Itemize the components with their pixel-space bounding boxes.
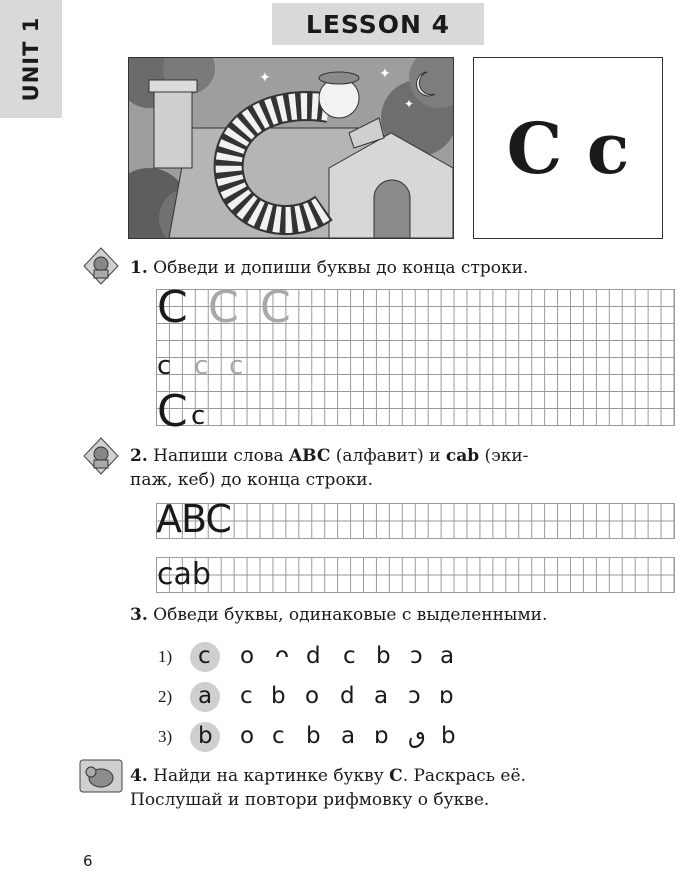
letter-option[interactable]: c (240, 683, 253, 709)
letter-option[interactable]: ɔ (410, 643, 423, 669)
listen-task-icon (78, 756, 124, 796)
task-2-text-mid: (алфавит) и (330, 446, 446, 466)
letter-option[interactable]: c (343, 643, 356, 669)
model-word-cab: cab (157, 557, 211, 592)
letter-option[interactable]: a (440, 643, 455, 669)
write-grid-cab[interactable] (156, 557, 675, 593)
model-capital-c-row3: C (157, 386, 188, 437)
letter-option[interactable]: o (240, 643, 255, 669)
unit-tab (0, 0, 62, 118)
row-label-1: 1) (158, 647, 173, 666)
letter-option[interactable]: ɒ (374, 723, 389, 749)
letter-option[interactable]: a (374, 683, 389, 709)
task-4-letter: С (389, 766, 403, 786)
letter-option[interactable]: o (305, 683, 320, 709)
task-3-number: 3. (130, 605, 148, 625)
task-2-word-cab: cab (445, 446, 480, 466)
letter-display: C c (473, 57, 663, 239)
letter-option[interactable]: ɒ (439, 683, 454, 709)
svg-text:✦: ✦ (259, 70, 271, 86)
task-4-number: 4. (130, 766, 148, 786)
letter-option[interactable]: c (272, 723, 285, 749)
highlight-letter: c (198, 643, 211, 669)
svg-text:✦: ✦ (404, 97, 415, 111)
trace-capital-c-2: C (260, 282, 291, 333)
letter-option[interactable]: b (376, 643, 391, 669)
task-1-text: Обведи и допиши буквы до конца строки. (153, 258, 529, 278)
trace-small-c-1: c (194, 351, 209, 381)
letter-option[interactable]: b (306, 723, 321, 749)
letter-option[interactable]: ᴖ (275, 643, 290, 669)
letter-option[interactable]: a (341, 723, 356, 749)
unit-label: UNIT 1 (19, 16, 43, 102)
lesson-title: LESSON 4 (272, 3, 484, 45)
task-2-text-end: (эки- (479, 446, 529, 466)
write-task-icon (80, 246, 122, 286)
cat-illustration (128, 57, 454, 239)
row-label-2: 2) (158, 687, 173, 706)
task-2-text-start: Напиши слова (153, 446, 289, 466)
row-label-3: 3) (158, 727, 173, 746)
highlight-letter: a (198, 683, 213, 709)
svg-text:✦: ✦ (379, 66, 391, 82)
task-1-number: 1. (130, 258, 148, 278)
letter-option[interactable]: ٯ (408, 723, 426, 749)
task-4-text-start: Найди на картинке букву (153, 766, 390, 786)
trace-small-c-2: c (229, 351, 244, 381)
page-number: 6 (83, 852, 93, 870)
write-task-icon (80, 436, 122, 476)
task-2-instruction (130, 444, 675, 492)
letter-option[interactable]: d (340, 683, 355, 709)
model-small-c-row3: c (191, 401, 206, 431)
task-2-number: 2. (130, 446, 148, 466)
highlight-letter: b (198, 723, 213, 749)
letter-option[interactable]: o (240, 723, 255, 749)
task-4-instruction (130, 764, 675, 812)
trace-capital-c-1: C (208, 282, 239, 333)
task-4-text-end: . Раскрась её. (402, 766, 526, 786)
letter-option[interactable]: b (441, 723, 456, 749)
task-3-text: Обведи буквы, одинаковые с выделенными. (153, 605, 548, 625)
letter-option[interactable]: ɔ (408, 683, 421, 709)
letter-row-1 (158, 642, 478, 672)
task-4-text-line2: Послушай и повтори рифмовку о букве. (130, 790, 490, 810)
task-3-instruction (130, 603, 547, 627)
model-capital-c: C (157, 282, 188, 333)
model-word-abc: ABC (156, 497, 231, 541)
task-2-word-abc: ABC (288, 446, 331, 466)
letter-option[interactable]: b (271, 683, 286, 709)
write-grid-abc[interactable] (156, 503, 675, 539)
letter-row-3 (158, 722, 478, 752)
task-1-instruction (130, 256, 528, 280)
letter-option[interactable]: d (306, 643, 321, 669)
letter-row-2 (158, 682, 478, 712)
task-2-text-line2: паж, кеб) до конца строки. (130, 470, 374, 490)
model-small-c: c (157, 351, 172, 381)
